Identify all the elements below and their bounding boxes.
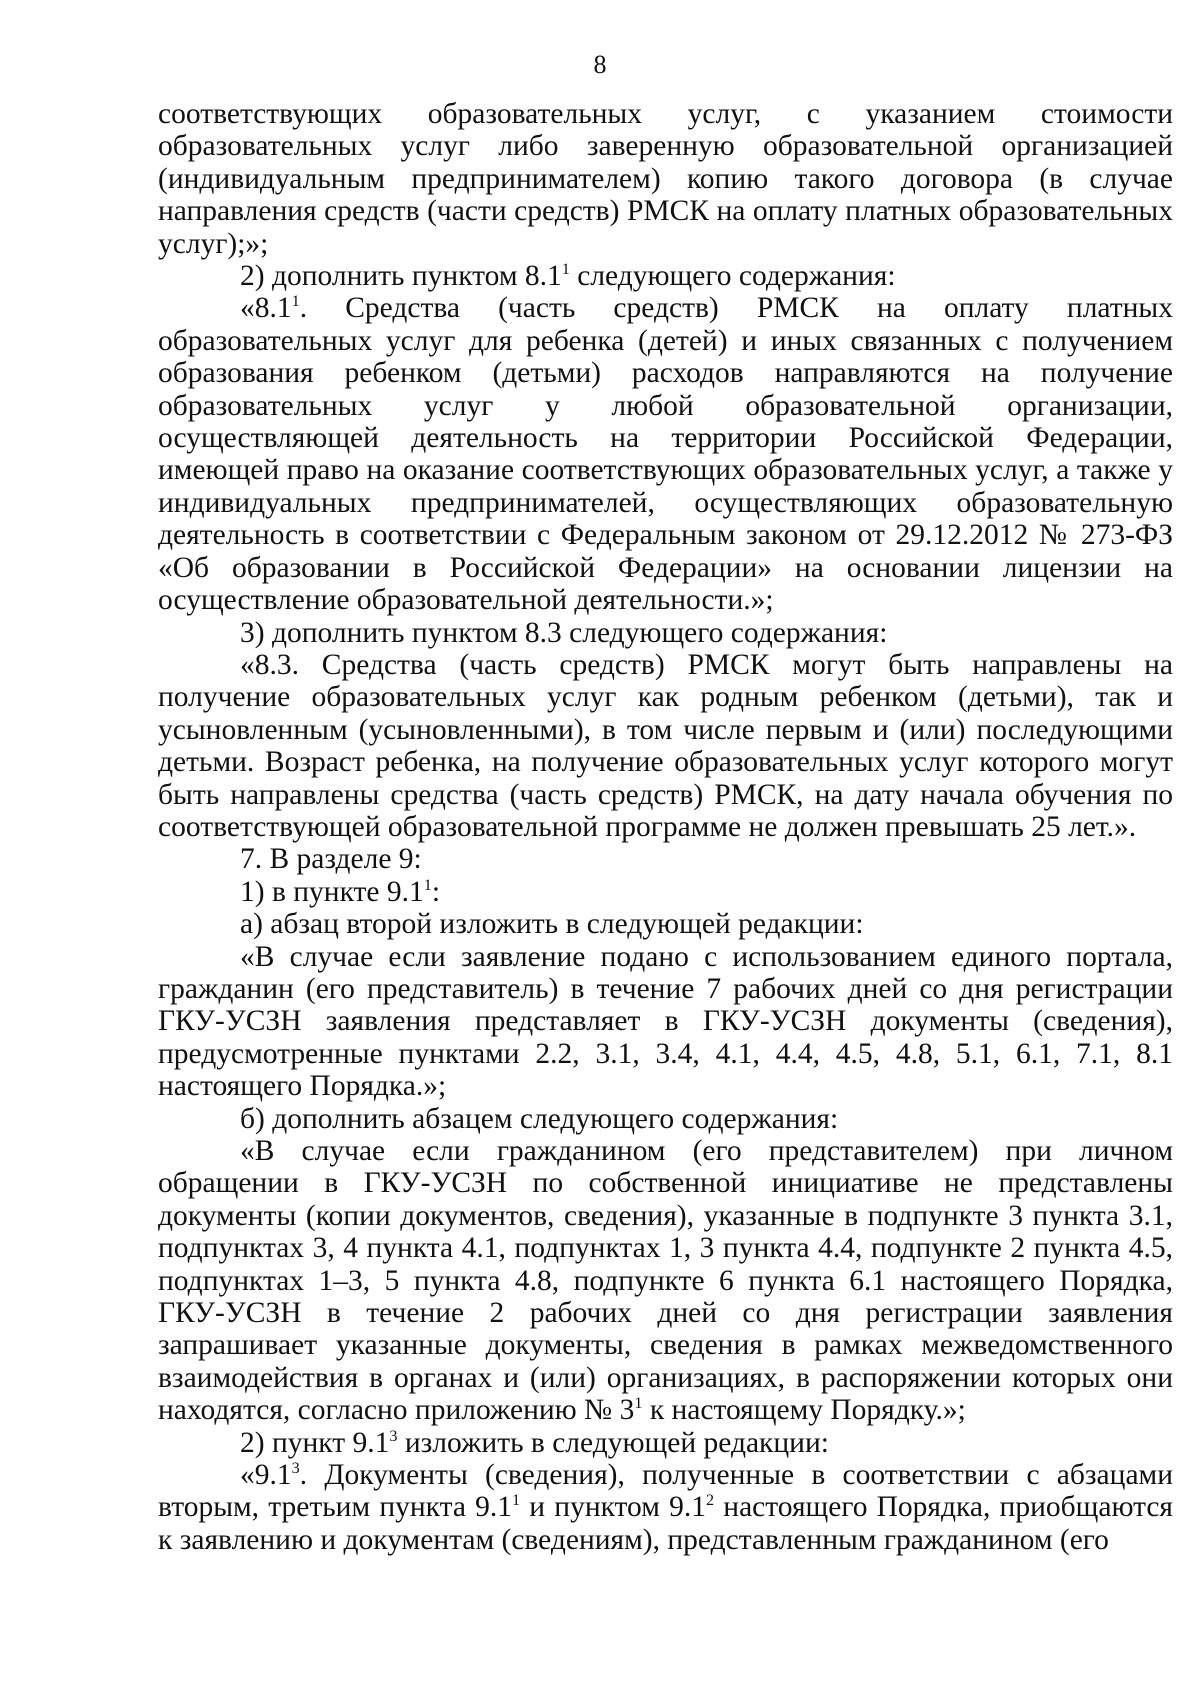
paragraph [158, 292, 1173, 616]
text-run: 7. В разделе 9: [240, 843, 422, 876]
paragraph [158, 941, 1173, 1103]
text-run: б) дополнить абзацем следующего содержания: [240, 1102, 839, 1135]
text-run: 3) дополнить пунктом 8.3 следующего содержания: [240, 616, 888, 649]
text-run: «9.1 [240, 1459, 292, 1492]
paragraph [158, 617, 1173, 649]
text-run: «В случае если гражданином (его представителем) при личном обращении в ГКУ-УСЗН по собственной инициативе не представлены документы (копии документов, сведения), указанные в подпункте 3 пункта 3.1, подпунктах 3, 4 пункта 4.1, подпунктах 1, 3 пункта 4.4, подпункте 2 пункта 4.5, подпунктах 1–3, 5 пункта 4.8, подпункте 6 пункта 6.1 настоящего Порядка, ГКУ-УСЗН в течение 2 рабочих дней со дня регистрации заявления запрашивает указанные документы, сведения в рамках межведомственного взаимодействия в органах и (или) организациях, в распоряжении которых они находятся, согласно приложению № 3 [158, 1135, 1173, 1427]
paragraph [158, 876, 1173, 908]
superscript: 1 [634, 1394, 643, 1413]
text-run: настоящего Порядка, приобщаются к заявлению и документам (сведениям), представленным гражданином (его [158, 1491, 1174, 1556]
paragraph [158, 908, 1173, 940]
text-run: «8.3. Средства (часть средств) РМСК могут быть направлены на получение образовательных услуг как родным ребенком (детьми), так и усыновленным (усыновленными), в том числе первым и (или) последующими детьми. Возраст ребенка, на получение образовательных услуг которого могут быть направлены средства (часть средств) РМСК, на дату начала обучения по соответствующей образовательной программе не должен превышать 25 лет.». [158, 648, 1173, 843]
superscript: 1 [561, 260, 570, 279]
text-run: и пунктом 9.1 [520, 1491, 706, 1524]
superscript: 1 [512, 1491, 521, 1510]
superscript: 3 [291, 1459, 300, 1478]
page-number: 8 [593, 50, 607, 79]
text-run: . Документы (сведения), полученные в соответствии с абзацами вторым, третьим пункта 9.1 [158, 1459, 1173, 1524]
text-run: к настоящему Порядку.»; [642, 1394, 966, 1427]
text-run: а) абзац второй изложить в следующей редакции: [240, 908, 864, 941]
text-run: изложить в следующей редакции: [397, 1426, 829, 1459]
superscript: 2 [705, 1491, 715, 1510]
paragraph [158, 1103, 1173, 1135]
paragraph [158, 1427, 1173, 1459]
text-run: «В случае если заявление подано с использованием единого портала, гражданин (его представитель) в течение 7 рабочих дней со дня регистрации ГКУ-УСЗН заявления представляет в ГКУ-УСЗН документы (сведения), предусмотренные пунктами 2.2, 3.1, 3.4, 4.1, 4.4, 4.5, 4.8, 5.1, 6.1, 7.1, 8.1 настоящего Порядка.»; [158, 940, 1173, 1103]
paragraph [158, 1459, 1173, 1556]
superscript: 1 [291, 292, 300, 311]
text-run: 1) в пункте 9.1 [240, 875, 424, 908]
text-run: 2) дополнить пунктом 8.1 [240, 260, 562, 293]
text-run: : [431, 875, 441, 908]
superscript: 1 [423, 875, 432, 894]
text-run: 2) пункт 9.1 [240, 1426, 390, 1459]
text-run: «8.1 [240, 292, 292, 325]
paragraph [158, 260, 1173, 292]
superscript: 3 [389, 1426, 398, 1445]
text-run: . Средства (часть средств) РМСК на оплату платных образовательных услуг для ребенка (детей) и иных связанных с получением образования ребенком (детьми) расходов направляются на получение образовательных услуг у любой образовательной организации, осуществляющей деятельность на территории Российской Федерации, имеющей право на оказание соответствующих образовательных услуг, а также у индивидуальных предпринимателей, осуществляющих образовательную деятельность в соответствии с Федеральным законом от 29.12.2012 № 273-ФЗ «Об образовании в Российской Федерации» на основании лицензии на осуществление образовательной деятельности.»; [158, 292, 1173, 617]
document-body [158, 98, 1173, 1556]
paragraph [158, 649, 1173, 843]
text-run: соответствующих образовательных услуг, с указанием стоимости образовательных услуг либо заверенную образовательной организацией (индивидуальным предпринимателем) копию такого договора (в случае направления средств (части средств) РМСК на оплату платных образовательных услуг);»; [158, 98, 1173, 260]
paragraph [158, 98, 1173, 260]
paragraph [158, 1135, 1173, 1427]
paragraph [158, 843, 1173, 875]
text-run: следующего содержания: [569, 260, 896, 293]
